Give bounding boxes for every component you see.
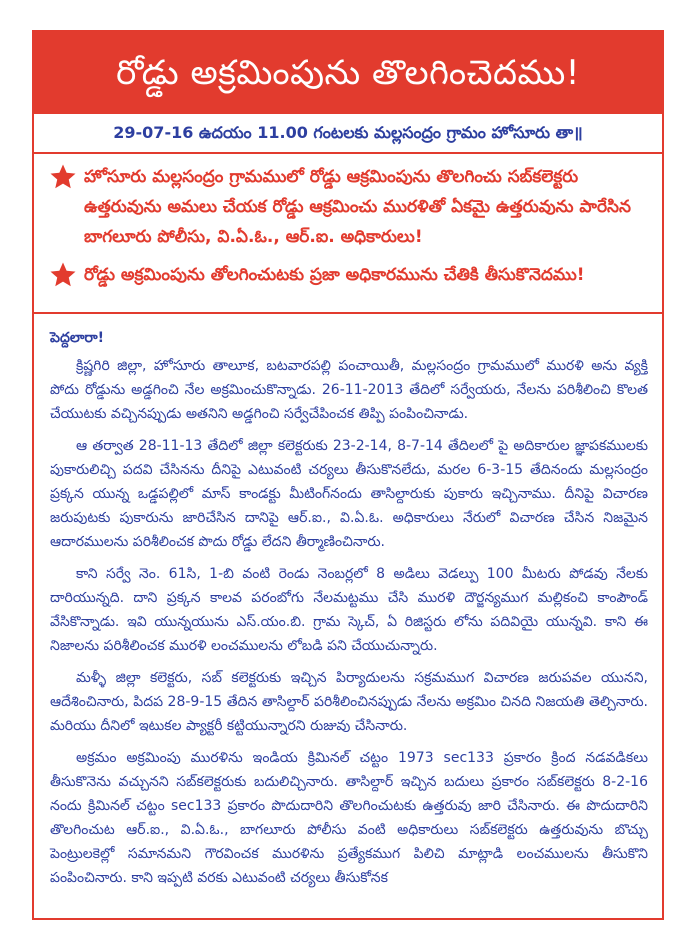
paragraph: మళ్ళీ జిల్లా కలెక్టరు, సబ్ కలెక్టరుకు ఇచ్చిన పిర్యాదులను సక్రమముగ విచారణ జరుపవల యునని, ఆదేశించినారు, పిదప 28-9-15 తేదిన తాసిల్దార్ పరిశీలించినప్పుడు నేలను అక్రమిం చినది నిజయతి తెల్చినారు. మరియు దీనిలో ఇటుకల ప్యాక్టరీ కట్టియున్నారని రుజువు చేసినారు.: [50, 670, 648, 734]
salutation: పెద్దలారా!: [50, 330, 104, 346]
poster-frame: [32, 30, 664, 920]
paragraph: కాని సర్వే నెం. 61సి, 1-బి వంటి రెండు నెంబర్లలో 8 అడిలు వెడల్పు 100 మీటరు పోడవు నేలకు దారియున్నది. దాని ప్రక్కన కాలవ పరంబోగు నేలమట్టము చేసి మురళి దౌర్జన్యముగ మల్లికంచి కాంపౌండ్ వేసికొన్నాడు. ఇవి యున్నయును ఎస్.యం.బి. గ్రామ స్కెచ్, ఏ రిజిస్టరు లోను పదివియై యున్నవి. కాని ఈ నిజాలను పరిశీలించక మురళి లంచములను లోబడి పని చేయుచున్నారు.: [50, 566, 648, 654]
poster-title: రోడ్డు అక్రమింపును తొలగించెదము!: [34, 32, 662, 114]
point-item: [48, 162, 652, 252]
star-icon: [48, 162, 78, 192]
point-text: హోసూరు మల్లసంద్రం గ్రామములో రోడ్డు ఆక్రమింపును తొలగించు సబ్‌కలెక్టరు ఉత్తరువును అమలు చేయక రోడ్డు ఆక్రమించు మురళితో ఏకమై ఉత్తరువును పారేసిన బాగలూరు పోలీసు, వి.ఏ.ఓ., ఆర్.ఐ. అధికారులు!: [84, 167, 631, 247]
paragraph: అక్రమం అక్రమింపు మురళిను ఇండియ క్రిమినల్ చట్టం 1973 sec133 ప్రకారం క్రింద నడవడికలు తీసుకొనెను వచ్చునని సబ్‌కలెక్టరుకు బదులిచ్చినారు. తాసిల్దార్ ఇచ్చిన బదులు ప్రకారం సబ్‌కలెక్టరు 8-2-16 నందు క్రిమినల్ చట్టం sec133 ప్రకారం పొదుదారిని తొలగించుటకు ఉత్తరువు జారి చేసినారు. ఈ పొదుదారిని తొలగించుట ఆర్.ఐ., వి.ఏ.ఓ., బాగలూరు పోలీసు వంటి అధికారులు సబ్‌కలెక్టరు ఉత్తరువును బొచ్చు పెంట్రులకెల్లో సమానమని గౌరవించక మురళిను ప్రత్యేకముగ పిలిచి మాట్లాడి లంచములను తీసుకొని పంపించినారు. కాని ఇప్పటి వరకు ఎటువంటి చర్యలు తీసుకోనక: [50, 750, 649, 886]
star-icon: [48, 260, 78, 290]
point-item: [48, 260, 652, 290]
key-points: [34, 154, 662, 314]
letter-body: [34, 316, 662, 898]
point-text: రోడ్డు అక్రమింపును తోలగించుటకు ప్రజా అధికారమును చేతికి తీసుకొనెదము!: [84, 265, 585, 285]
event-date-line: 29-07-16 ఉదయం 11.00 గంటలకు మల్లసంద్రం గ్రామం హోసూరు తా॥: [34, 114, 662, 154]
paragraph: క్రిష్ణగిరి జిల్లా, హోసూరు తాలూక, బటవారపల్లి పంచాయితీ, మల్లసంద్రం గ్రామములో మురళి అను వ్యక్తి పోదు రోడ్డును అడ్డగించి నేల అక్రమించుకొన్నాడు. 26-11-2013 తేదిలో సర్వేయరు, నేలను పరిశీలించి కొలత చేయుటకు వచ్చినప్పుడు అతనిని అడ్డగించి సర్వేచేపించక తిప్పి పంపించినాడు.: [50, 358, 648, 422]
paragraph: ఆ తర్వాత 28-11-13 తేదిలో జిల్లా కలెక్టరుకు 23-2-14, 8-7-14 తేదిలలో పై అదికారుల జ్ఞాపకములకు పుకారులిచ్చి పదవి చేసినను దీనిపై ఎటువంటి చర్యలు తీసుకొనలేదు, మరల 6-3-15 తేదినందు మల్లసంద్రం ప్రక్కన యున్న ఒడ్డపల్లిలో మాస్ కాండక్టు మీటింగ్‌నందు తాసిల్దారుకు పుకారు ఇచ్చినాము. దీనిపై విచారణ జరుపుటకు పుకారును జారిచేసిన దానిపై ఆర్.ఐ., వి.ఏ.ఓ. అధికారులు నేరులో విచారణ చేసిన నిజమైన ఆదారములను పరిశీలించక పొదు రోడ్డు లేదని తీర్మాణించినారు.: [50, 438, 648, 550]
